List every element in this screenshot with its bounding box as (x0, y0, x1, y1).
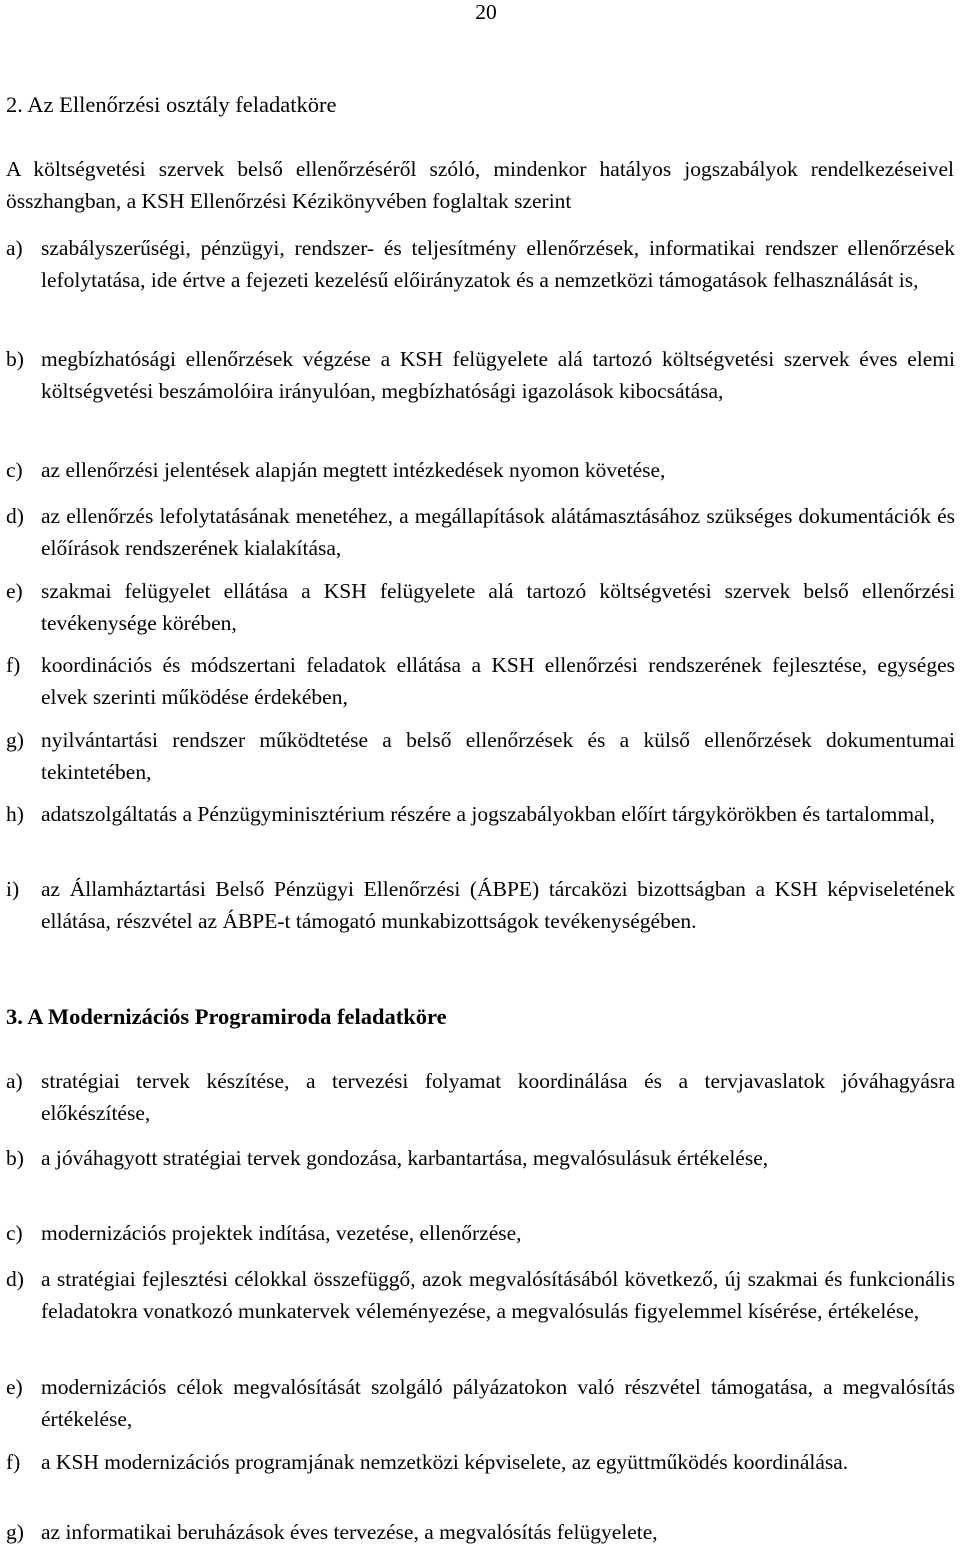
list-item-text: a stratégiai fejlesztési célokkal összefüggő, azok megvalósításából következő, új szakmai és funkcionális feladatokra vonatkozó munkatervek véleményezése, a megvalósulás figyelemmel kísérése, értékelése, (41, 1267, 955, 1323)
list-item-text: az ellenőrzés lefolytatásának menetéhez, a megállapítások alátámasztásához szükséges dokumentációk és előírások rendszerének kialakítása, (41, 504, 955, 560)
list-item-text: az informatikai beruházások éves tervezése, a megvalósítás felügyelete, (41, 1520, 658, 1544)
list-item-text: modernizációs projektek indítása, vezetése, ellenőrzése, (41, 1221, 522, 1245)
list-item-marker: c) (6, 1221, 23, 1245)
list-item-marker: e) (6, 1375, 23, 1399)
list-item-marker: b) (6, 1146, 24, 1170)
list-item-marker: f) (6, 653, 21, 677)
section-2-heading: 2. Az Ellenőrzési osztály feladatköre (6, 92, 337, 117)
list-item-marker: d) (6, 1267, 24, 1291)
list-item-text: szabályszerűségi, pénzügyi, rendszer- és teljesítmény ellenőrzések, informatikai rendszer ellenőrzések lefolytatása, ide értve a fejezeti kezelésű előirányzatok és a nemzetközi támogatások felhasználását is, (41, 236, 955, 292)
list-item-marker: a) (6, 1069, 23, 1093)
list-item-text: a jóváhagyott stratégiai tervek gondozása, karbantartása, megvalósulásuk értékelése, (41, 1146, 769, 1170)
list-item-marker: d) (6, 504, 24, 528)
list-item-marker: e) (6, 579, 23, 603)
list-item-text: nyilvántartási rendszer működtetése a belső ellenőrzések és a külső ellenőrzések dokumentumai tekintetében, (41, 728, 955, 784)
list-item-text: modernizációs célok megvalósítását szolgáló pályázatokon való részvétel támogatása, a megvalósítás értékelése, (41, 1375, 955, 1431)
list-item-text: koordinációs és módszertani feladatok ellátása a KSH ellenőrzési rendszerének fejlesztése, egységes elvek szerinti működése érdekében, (41, 653, 955, 709)
list-item-text: az Államháztartási Belső Pénzügyi Ellenőrzési (ÁBPE) tárcaközi bizottságban a KSH képviseletének ellátása, részvétel az ÁBPE-t támogató munkabizottságok tevékenységében. (41, 877, 955, 933)
list-item-text: megbízhatósági ellenőrzések végzése a KSH felügyelete alá tartozó költségvetési szervek éves elemi költségvetési beszámolóira irányulóan, megbízhatósági igazolások kibocsátása, (41, 347, 955, 403)
list-item-text: adatszolgáltatás a Pénzügyminisztérium részére a jogszabályokban előírt tárgykörökben és tartalommal, (41, 802, 935, 826)
list-item-marker: h) (6, 802, 24, 826)
list-item-marker: c) (6, 458, 23, 482)
list-item-marker: b) (6, 347, 24, 371)
list-item-marker: f) (6, 1450, 21, 1474)
section-3-heading: 3. A Modernizációs Programiroda feladatköre (6, 1004, 447, 1029)
list-item-marker: a) (6, 236, 23, 260)
list-item-text: szakmai felügyelet ellátása a KSH felügyelete alá tartozó költségvetési szervek belső ellenőrzési tevékenysége körében, (41, 579, 955, 635)
list-item-text: az ellenőrzési jelentések alapján megtett intézkedések nyomon követése, (41, 458, 666, 482)
list-item-text: stratégiai tervek készítése, a tervezési folyamat koordinálása és a tervjavaslatok jóváhagyásra előkészítése, (41, 1069, 955, 1125)
list-item-marker: g) (6, 728, 24, 752)
list-item-text: a KSH modernizációs programjának nemzetközi képviselete, az együttműködés koordinálása. (41, 1450, 849, 1474)
list-item-marker: g) (6, 1520, 24, 1544)
page-number: 20 (475, 0, 497, 24)
list-item-marker: i) (6, 877, 20, 901)
section-2-intro: A költségvetési szervek belső ellenőrzéséről szóló, mindenkor hatályos jogszabályok rendelkezéseivel összhangban, a KSH Ellenőrzési Kézikönyvében foglaltak szerint (6, 157, 954, 213)
